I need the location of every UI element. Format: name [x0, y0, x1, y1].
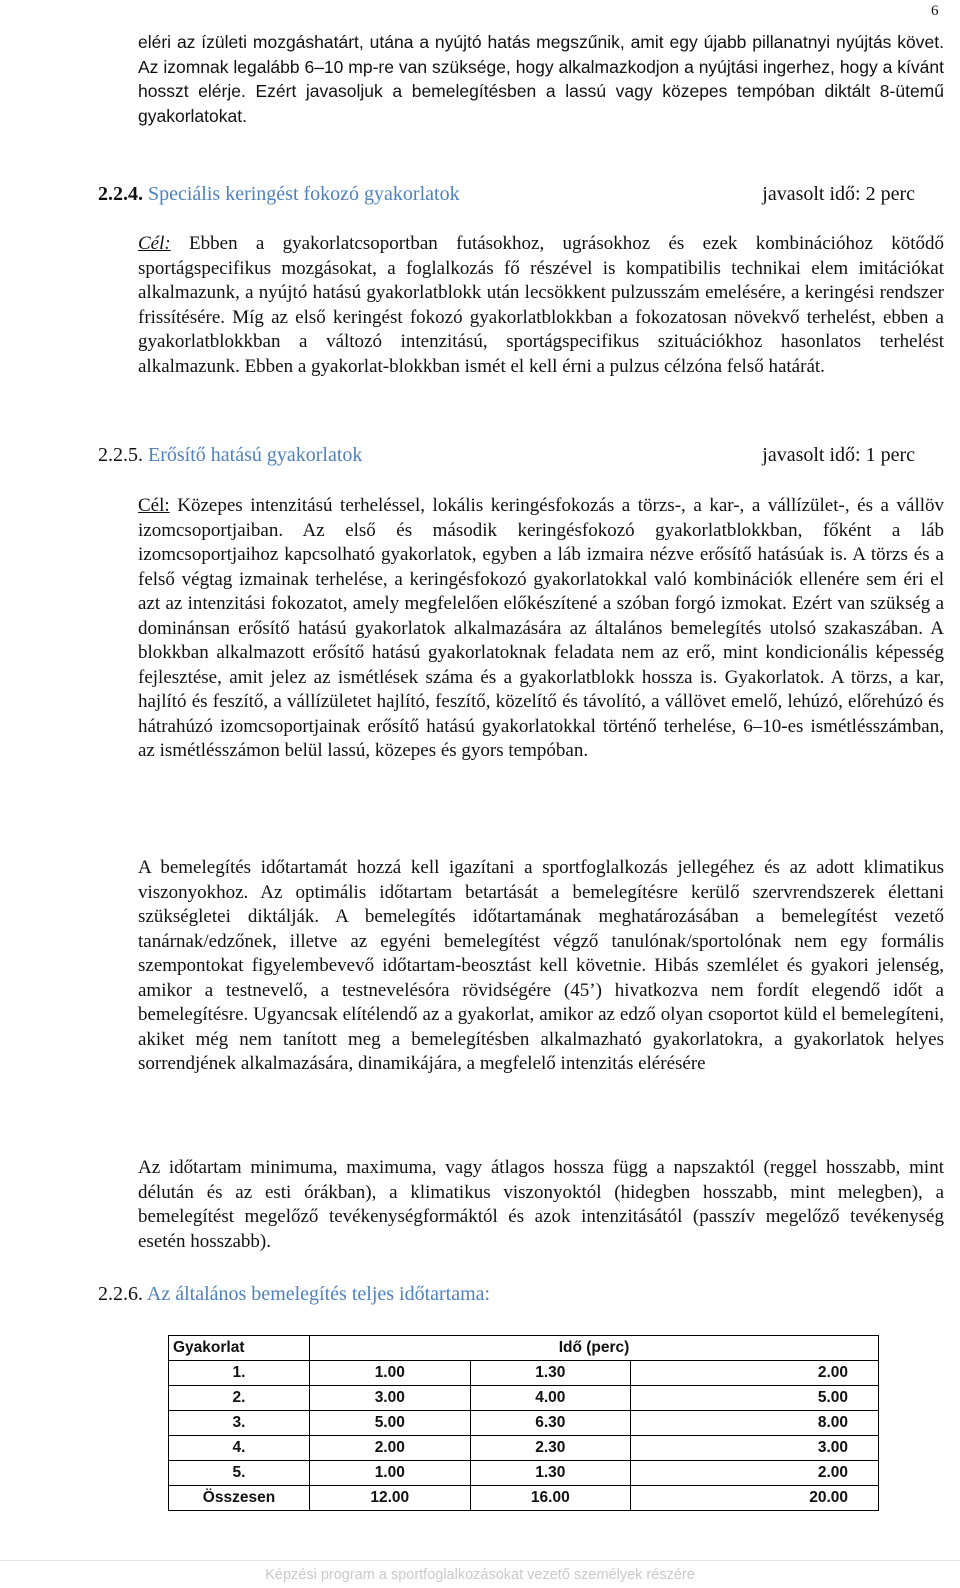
table-row [169, 1461, 879, 1486]
cell-max: 2.00 [631, 1361, 879, 1386]
cell-avg: 1.30 [470, 1361, 631, 1386]
goal-text: Ebben a gyakorlatcsoportban futásokhoz, ugrásokhoz és ezek kombinációhoz kötődő sportágspecifikus mozgásokat, a foglalkozás fő részével is kompatibilis technikai elem imitációkat alkalmazunk, a nyújtó hatású gyakorlatblokk után lecsökkent pulzusszám emelésére, a keringési rendszer frissítésére. Míg az első keringést fokozó gyakorlatblokkban a fokozatosan növekvő terhelést, ebben a gyakorlatblokkban a változó intenzitású, sportágspecifikus szituációkhoz hasonlatos terhelést alkalmazunk. Ebben a gyakorlat-blokkban ismét el kell érni a pulzus célzóna felső határát. [138, 233, 944, 377]
total-max: 20.00 [631, 1486, 879, 1511]
cell-max: 8.00 [631, 1411, 879, 1436]
cell-min: 1.00 [310, 1461, 471, 1486]
section-title: Speciális keringést fokozó gyakorlatok [148, 183, 460, 205]
footer-text: Képzési program a sportfoglalkozásokat vezető személyek részére [265, 1567, 695, 1583]
section-heading-2-2-6 [98, 1280, 915, 1308]
cell-min: 5.00 [310, 1411, 471, 1436]
total-min: 12.00 [310, 1486, 471, 1511]
section-number: 2.2.5. [98, 444, 143, 466]
footer-divider [0, 1560, 960, 1561]
section-heading-2-2-4 [98, 180, 915, 208]
section-heading-2-2-5 [98, 441, 915, 469]
section-number: 2.2.6. [98, 1283, 143, 1305]
row-label: 3. [169, 1411, 310, 1436]
total-label: Összesen [169, 1486, 310, 1511]
intro-paragraph: eléri az ízületi mozgáshatárt, utána a nyújtó hatás megszűnik, amit egy újabb pillanatnyi nyújtás követ. Az izomnak legalább 6–10 mp-re van szüksége, hogy alkalmazkodjon a nyújtási ingerhez, hogy a kívánt hosszt elérje. Ezért javasoljuk a bemelegítésben a lassú vagy közepes tempóban diktált 8-ütemű gyakorlatokat. [138, 32, 944, 126]
table-total-row [169, 1486, 879, 1511]
section-body-2-2-4 [138, 232, 944, 379]
duration-paragraph-1: A bemelegítés időtartamát hozzá kell igazítani a sportfoglalkozás jellegéhez és az adott klimatikus viszonyokhoz. Az optimális időtartam betartását a bemelegítésre kerülő szervrendszerek élettani szükségletei diktálják. A bemelegítés időtartamának meghatározásában a bemelegítést vezető tanárnak/edzőnek, illetve az egyéni bemelegítést végző tanulónak/sportolónak nem egy formális szempontokat figyelembevevő időtartam-beosztást kell követnie. Hibás szemlélet és gyakori jelenség, amikor a testnevelő, a testnevelésóra rövidségére (45’) hivatkozva nem fordít elegendő időt a bemelegítésre. Ugyancsak elítélendő az a gyakorlat, amikor az edző olyan csoportot küld el bemelegíteni, akiket még nem tanított meg a bemelegítésben alkalmazható gyakorlatokra, a gyakorlatok helyes sorrendjének alkalmazására, dinamikájára, a megfelelő intenzitás elérésére [138, 857, 944, 1074]
cell-avg: 6.30 [470, 1411, 631, 1436]
cell-max: 3.00 [631, 1436, 879, 1461]
cell-avg: 2.30 [470, 1436, 631, 1461]
goal-text: Közepes intenzitású terheléssel, lokális keringésfokozás a törzs-, a kar-, a vállízület-, és a vállöv izomcsoportjaiban. Az első és második keringésfokozó gyakorlatblokkban, főként a láb izomcsoportjaihoz kapcsolható gyakorlatok, egyben a láb izmaira nézve erősítő hatásúak is. A törzs és a felső végtag izmainak terhelése, a keringésfokozó gyakorlatokkal való kombinációk ellenére sem éri el azt az intenzitási fokozatot, amely megfelelően előkészítené a szóban forgó izmokat. Ezért van szükség a dominánsan erősítő hatású gyakorlatok alkalmazására az általános bemelegítés utolsó szakaszában. A blokkban alkalmazott erősítő hatású gyakorlatoknak feladata nem az erő, mint kondicionális képesség fejlesztése, amit jelez az ismétlések száma és a gyakorlatblokk hossza is. Gyakorlatok. A törzs, a kar, hajlító és feszítő, a vállízületet hajlító, feszítő, közelítő és távolító, a vállövet emelő, lehúzó, előrehúzó és hátrahúzó izomcsoportjainak erősítő hatású gyakorlatokkal történő terhelése, 6–10-es ismétlésszámban, az ismétlésszámon belül lassú, közepes és gyors tempóban. [138, 495, 944, 761]
table-row [169, 1436, 879, 1461]
table-header-row [169, 1336, 879, 1361]
cell-min: 2.00 [310, 1436, 471, 1461]
header-time: Idő (perc) [310, 1336, 879, 1361]
suggested-time: javasolt idő: 1 perc [762, 444, 915, 466]
cell-min: 1.00 [310, 1361, 471, 1386]
goal-label: Cél: [138, 495, 170, 516]
section-title: Erősítő hatású gyakorlatok [148, 444, 363, 466]
row-label: 4. [169, 1436, 310, 1461]
section-body-2-2-5 [138, 494, 944, 764]
section-number: 2.2.4. [98, 183, 143, 205]
cell-min: 3.00 [310, 1386, 471, 1411]
cell-max: 2.00 [631, 1461, 879, 1486]
cell-avg: 4.00 [470, 1386, 631, 1411]
row-label: 2. [169, 1386, 310, 1411]
header-exercise: Gyakorlat [169, 1336, 310, 1361]
table-row [169, 1411, 879, 1436]
duration-table [168, 1335, 879, 1511]
table-row [169, 1386, 879, 1411]
section-title: Az általános bemelegítés teljes időtartama: [146, 1283, 491, 1305]
duration-paragraph-2: Az időtartam minimuma, maximuma, vagy átlagos hossza függ a napszaktól (reggel hosszabb, mint délután és az esti órákban), a klimatikus viszonyoktól (hidegben hosszabb, mint melegben), a bemelegítést megelőző tevékenységformáktól és azok intenzitásától (passzív megelőző tevékenység esetén hosszabb). [138, 1157, 944, 1252]
page-number: 6 [931, 3, 939, 19]
goal-label: Cél: [138, 233, 171, 254]
table-row [169, 1361, 879, 1386]
row-label: 1. [169, 1361, 310, 1386]
row-label: 5. [169, 1461, 310, 1486]
cell-avg: 1.30 [470, 1461, 631, 1486]
suggested-time: javasolt idő: 2 perc [762, 183, 915, 205]
cell-max: 5.00 [631, 1386, 879, 1411]
total-avg: 16.00 [470, 1486, 631, 1511]
